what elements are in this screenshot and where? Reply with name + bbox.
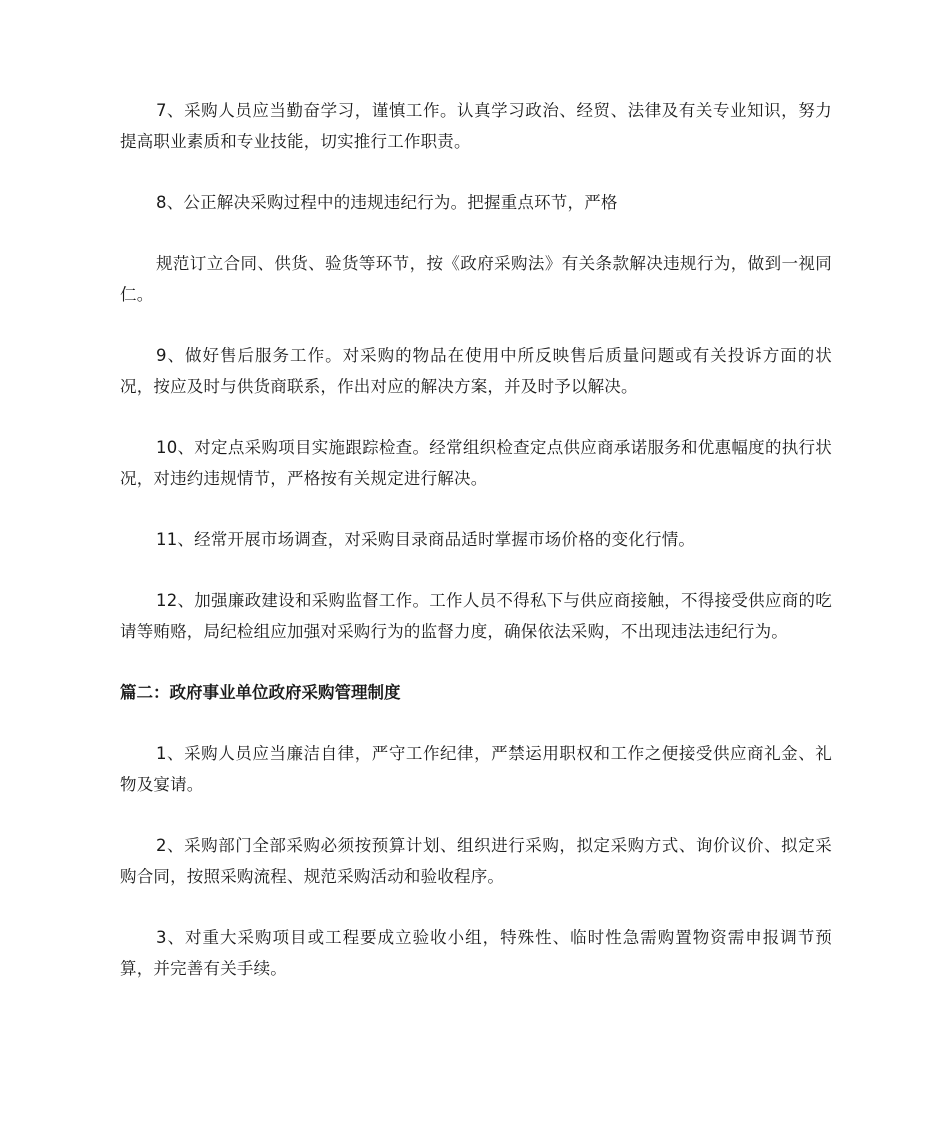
paragraph-item-11: 11、经常开展市场调查，对采购目录商品适时掌握市场价格的变化行情。 xyxy=(156,530,696,549)
document-body xyxy=(120,95,832,984)
paragraph-item-8-continued: 规范订立合同、供货、验货等环节，按《政府采购法》有关条款解决违规行为，做到一视同仁。 xyxy=(120,254,832,304)
paragraph-item-7: 7、采购人员应当勤奋学习，谨慎工作。认真学习政治、经贸、法律及有关专业知识，努力提高职业素质和专业技能，切实推行工作职责。 xyxy=(120,101,832,151)
paragraph-rule-2: 2、采购部门全部采购必须按预算计划、组织进行采购，拟定采购方式、询价议价、拟定采购合同，按照采购流程、规范采购活动和验收程序。 xyxy=(120,836,832,886)
paragraph-item-8: 8、公正解决采购过程中的违规违纪行为。把握重点环节，严格 xyxy=(156,193,618,212)
paragraph-rule-3: 3、对重大采购项目或工程要成立验收小组，特殊性、临时性急需购置物资需申报调节预算，并完善有关手续。 xyxy=(120,928,832,978)
paragraph-rule-1: 1、采购人员应当廉洁自律，严守工作纪律，严禁运用职权和工作之便接受供应商礼金、礼物及宴请。 xyxy=(120,744,832,794)
paragraph-item-9: 9、做好售后服务工作。对采购的物品在使用中所反映售后质量问题或有关投诉方面的状况，按应及时与供货商联系，作出对应的解决方案，并及时予以解决。 xyxy=(120,346,832,396)
paragraph-item-10: 10、对定点采购项目实施跟踪检查。经常组织检查定点供应商承诺服务和优惠幅度的执行状况，对违约违规情节，严格按有关规定进行解决。 xyxy=(120,438,832,488)
section-heading: 篇二：政府事业单位政府采购管理制度 xyxy=(120,683,401,702)
paragraph-item-12: 12、加强廉政建设和采购监督工作。工作人员不得私下与供应商接触，不得接受供应商的吃请等贿赂，局纪检组应加强对采购行为的监督力度，确保依法采购，不出现违法违纪行为。 xyxy=(120,591,832,641)
